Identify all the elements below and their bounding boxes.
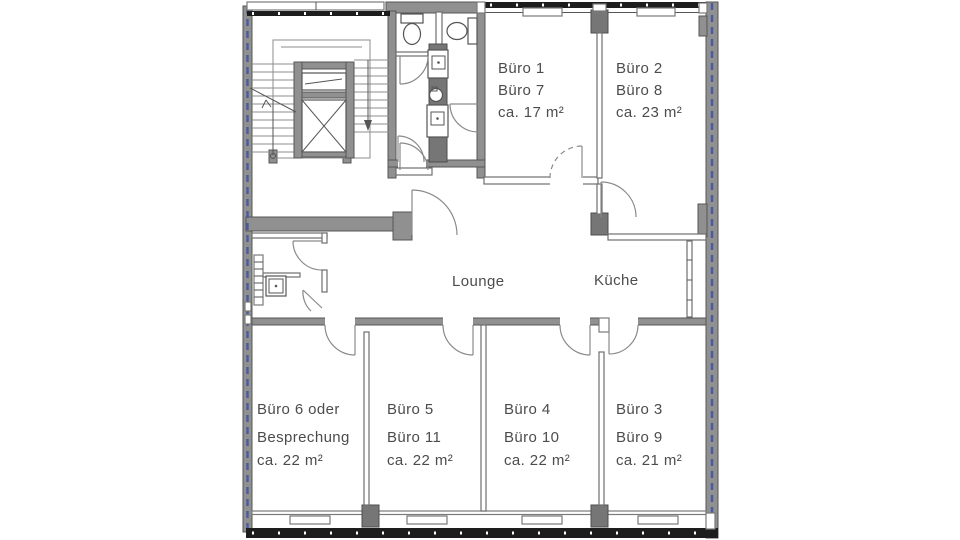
staircase [250,40,390,159]
room-label: Besprechung [257,429,350,446]
room-buero-1-7 [498,60,564,121]
room-buero-3-9 [616,401,682,469]
room-label: Küche [594,272,639,289]
utility-room-fixtures [254,255,286,305]
room-label: Büro 11 [387,429,442,446]
room-label: Büro 2 [616,60,663,77]
room-lounge [452,273,504,290]
room-label: Büro 4 [504,401,551,418]
room-buero-5-11 [387,401,453,469]
kitchen-counter [687,241,692,317]
room-area-label: ca. 23 m² [616,104,683,121]
room-buero-4-10 [504,401,570,469]
elevator-shaft [294,62,354,158]
room-kueche [594,272,639,289]
room-area-label: ca. 22 m² [387,452,454,469]
room-area-label: ca. 22 m² [504,452,571,469]
toilet-symbol-left [401,14,423,45]
room-buero-2-8 [616,60,682,121]
room-label: Büro 5 [387,401,434,418]
room-buero-6 [257,401,350,469]
room-area-label: ca. 21 m² [616,452,683,469]
room-label: Büro 3 [616,401,663,418]
toilet-symbol-right [447,18,477,44]
room-area-label: ca. 22 m² [257,452,324,469]
room-label: Lounge [452,273,505,290]
room-label: Büro 1 [498,60,545,77]
room-label: Büro 8 [616,82,663,99]
room-area-label: ca. 17 m² [498,104,565,121]
room-label: Büro 7 [498,82,545,99]
room-label: Büro 6 oder [257,401,340,418]
room-label: Büro 10 [504,429,560,446]
room-label: Büro 9 [616,429,663,446]
